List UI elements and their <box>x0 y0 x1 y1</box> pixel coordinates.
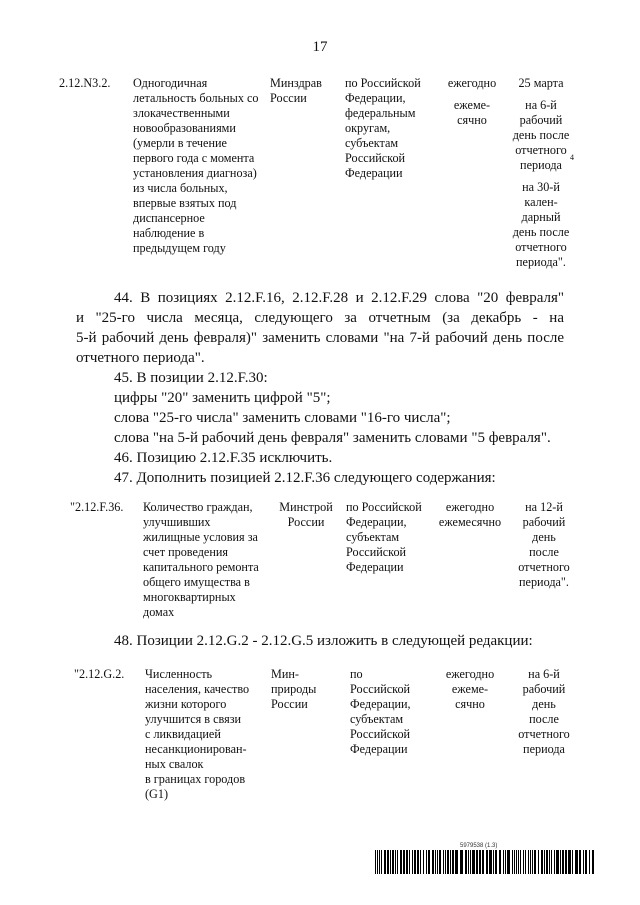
row-ministry: Мин- природы России <box>271 667 317 711</box>
paragraph-44-line: и "25-го числа месяца, следующего за отчетным (за декабрь - на <box>76 310 564 326</box>
row-ministry: Минстрой России <box>279 500 333 529</box>
row-name: Численность населения, качество жизни которого улучшится в связи с ликвидацией несанкционирован- ных свалок в границах городов (G1) <box>145 667 250 801</box>
paragraph-44-line: отчетного периода". <box>76 350 205 366</box>
footnote-ref: 4 <box>570 153 574 162</box>
row-ministry: Минздрав России <box>270 76 322 105</box>
row-frequency-annual: ежегодно <box>447 76 497 90</box>
paragraph-45: 45. В позиции 2.12.F.30: <box>114 370 268 386</box>
row-level: по Российской Федерации, федеральным округам, субъектам Российской Федерации <box>345 76 421 180</box>
row-deadline-calendar: на 30-й кален- дарный день после отчетного периода". <box>512 180 570 269</box>
page-number: 17 <box>312 39 328 55</box>
row-deadline: на 12-й рабочий день после отчетного периода". <box>518 500 570 589</box>
row-level: по Российской Федерации, субъектам Российской Федерации <box>350 667 411 756</box>
paragraph-45-item-a: цифры "20" заменить цифрой "5"; <box>114 390 331 406</box>
paragraph-44 <box>76 288 564 368</box>
row-frequency: ежегодно ежемесячно <box>438 500 502 529</box>
row-deadline-annual: 25 марта <box>518 76 564 90</box>
paragraph-44-line: 44. В позициях 2.12.F.16, 2.12.F.28 и 2.12.F.29 слова "20 февраля" <box>114 290 564 306</box>
row-code: 2.12.N3.2. <box>59 76 111 90</box>
row-name: Количество граждан, улучшивших жилищные условия за счет проведения капитального ремонта общего имущества в многоквартирных домах <box>143 500 259 619</box>
paragraph-48: 48. Позиции 2.12.G.2 - 2.12.G.5 изложить в следующей редакции: <box>114 633 533 649</box>
barcode <box>375 850 595 874</box>
paragraph-46: 46. Позицию 2.12.F.35 исключить. <box>114 450 333 466</box>
row-name: Одногодичная летальность больных со злокачественными новообразованиями (умерли в течение первого года с момента установления диагноза) из числа больных, впервые взятых под диспансерное наблюдение в предыдущем году <box>133 76 259 255</box>
barcode-number: 5979538 (1.3) <box>460 843 498 849</box>
row-frequency: ежегодно ежеме- сячно <box>445 667 495 711</box>
paragraph-44-line: 5-й рабочий день февраля)" заменить словами "на 7-й рабочий день после <box>76 330 564 346</box>
row-deadline: на 6-й рабочий день после отчетного периода <box>518 667 570 756</box>
row-code: "2.12.F.36. <box>70 500 124 514</box>
row-level: по Российской Федерации, субъектам Российской Федерации <box>346 500 422 574</box>
row-frequency-monthly: ежеме- сячно <box>453 98 491 127</box>
paragraph-45-item-b: слова "25-го числа" заменить словами "16-го числа"; <box>114 410 451 426</box>
row-deadline-monthly <box>505 98 577 173</box>
deadline-lines: на 6-й рабочий день после отчетного периода <box>512 98 570 172</box>
paragraph-47: 47. Дополнить позицией 2.12.F.36 следующего содержания: <box>114 470 496 486</box>
row-code: "2.12.G.2. <box>74 667 125 681</box>
paragraph-45-item-c: слова "на 5-й рабочий день февраля" заменить словами "5 февраля". <box>114 430 551 446</box>
